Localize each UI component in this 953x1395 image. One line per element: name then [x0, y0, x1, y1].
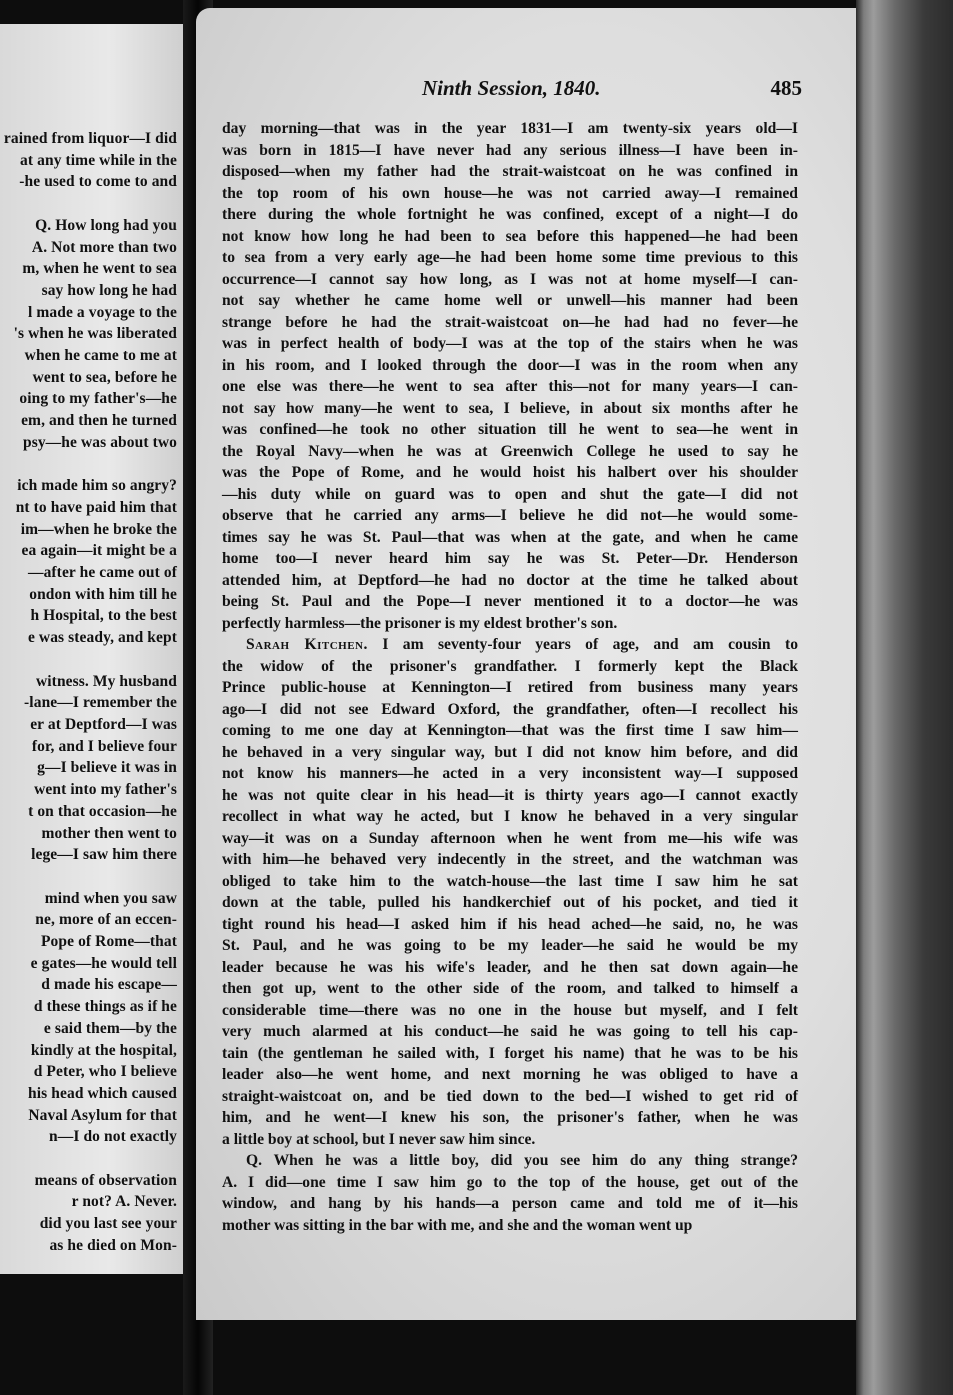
- text-line: occurrence—I cannot say how long, as I was not at home myself—I can-: [222, 270, 798, 288]
- left-column-line: ondon with him till he: [29, 585, 177, 603]
- text-line: one else was there—he went to sea after this—not for many years—I can-: [222, 378, 798, 395]
- text-line: tight round his head—I asked him if his head ached—he said, no, he was: [222, 915, 798, 933]
- left-column-line: at any time while in the: [20, 151, 177, 169]
- left-column-line: when he came to me at: [24, 347, 177, 365]
- text-line: the top room of his own house—he was not carried away—I remained: [222, 184, 798, 202]
- left-column-line: Naval Asylum for that: [28, 1106, 177, 1124]
- left-column-line: 's when he was liberated: [13, 325, 177, 343]
- left-column-line: did you last see your: [39, 1215, 177, 1233]
- paragraph: [222, 118, 798, 634]
- text-line: day morning—that was in the year 1831—I am twenty-six years old—I: [222, 120, 798, 137]
- left-column-line: -he used to come to and: [19, 173, 177, 191]
- left-column-line: his head which caused: [28, 1084, 177, 1102]
- left-column-line: for, and I believe four: [31, 737, 177, 755]
- text-line: home too—I never heard him say he was St. Peter—Dr. Henderson: [222, 550, 798, 567]
- left-column-line: er at Deptford—I was: [30, 715, 177, 733]
- left-column-line: rained from liquor—I did: [3, 130, 177, 147]
- text-line: tain (the gentleman he sailed with, I forget his name) that he was to be his: [222, 1044, 798, 1062]
- left-column-line: r not? A. Never.: [71, 1193, 177, 1211]
- left-column-line: d these things as if he: [33, 998, 177, 1016]
- left-column-line: say how long he had: [41, 281, 177, 299]
- text-line: Q. When he was a little boy, did you see him do any thing strange?: [246, 1152, 798, 1169]
- speaker-name: Sarah Kitchen.: [246, 636, 368, 653]
- text-line: coming to me one day at Kennington—that was the first time I saw him—: [222, 722, 798, 739]
- text-line: was in perfect health of body—I was at the top of the stairs when he was: [222, 335, 798, 352]
- paragraph: [222, 1150, 798, 1236]
- text-line: there during the whole fortnight he was confined, except of a night—I do: [222, 206, 798, 223]
- text-line: window, and hang by his hands—a person came and told me of it—his: [222, 1195, 798, 1212]
- left-column-text: [0, 128, 177, 1257]
- left-column-line: kindly at the hospital,: [30, 1041, 177, 1059]
- left-column-line: means of observation: [34, 1171, 177, 1189]
- left-column-line: l made a voyage to the: [28, 303, 177, 321]
- text-line: St. Paul, and he was going to be my leader—he said he would be my: [222, 937, 798, 954]
- left-column-line: nt to have paid him that: [15, 498, 177, 516]
- text-line: Prince public-house at Kennington—I retired from business many years: [222, 679, 798, 696]
- text-line: leader because he was his wife's leader, and he then sat down again—he: [222, 958, 798, 976]
- left-column-line: t on that occasion—he: [28, 802, 177, 820]
- left-column-line: e was steady, and kept: [27, 629, 177, 647]
- left-column-line: A. Not more than two: [31, 238, 177, 256]
- page-header: [222, 76, 802, 104]
- left-column-line: lege—I saw him there: [31, 846, 177, 864]
- left-column-line: mother then went to: [41, 824, 177, 842]
- text-line: considerable time—there was no one in the house but myself, and I felt: [222, 1001, 798, 1019]
- text-line: then got up, went to the other side of the room, and talked to himself a: [222, 980, 798, 997]
- running-title: Ninth Session, 1840.: [422, 76, 601, 100]
- left-column-line: [0, 193, 177, 215]
- left-column-line: [0, 1148, 177, 1170]
- left-column-line: ne, more of an eccen-: [35, 911, 177, 929]
- text-line: —his duty while on guard was to open and shut the gate—I did not: [222, 485, 798, 503]
- paragraph: [222, 634, 798, 1150]
- left-column-line: e gates—he would tell: [30, 954, 177, 972]
- text-line: he was not quite clear in his head—it is thirty years ago—I cannot exactly: [222, 786, 798, 804]
- text-line: leader also—he went home, and next morning he was obliged to have a: [222, 1066, 798, 1083]
- text-line: was the Pope of Rome, and he would hoist his halbert over his shoulder: [222, 464, 798, 481]
- left-column-line: [0, 649, 177, 671]
- page-body: [222, 118, 798, 1236]
- text-line: ago—I did not see Edward Oxford, the grandfather, often—I recollect his: [222, 700, 798, 718]
- text-line: not say how many—he went to sea, I believe, in about six months after he: [222, 399, 798, 417]
- left-column-line: e said them—by the: [43, 1019, 177, 1037]
- text-line: observe that he carried any arms—I believe he did not—he would some-: [222, 507, 798, 524]
- left-column-line: g—I believe it was in: [37, 759, 177, 777]
- left-column-line: [0, 454, 177, 476]
- text-line: he behaved in a very singular way, but I did not know him before, and did: [222, 743, 798, 761]
- left-column-line: ea again—it might be a: [21, 542, 177, 560]
- text-line: straight-waistcoat on, and be tied down to the bed—I wished to get rid of: [222, 1087, 798, 1105]
- text-line: not know how long he had been to sea before this happened—he had been: [222, 227, 798, 245]
- left-column-line: oing to my father's—he: [19, 390, 177, 408]
- left-column-line: -lane—I remember the: [24, 694, 177, 712]
- text-line: mother was sitting in the bar with me, and she and the woman went up: [222, 1216, 693, 1234]
- text-line: Sarah Kitchen. I am seventy-four years of age, and am cousin to: [246, 636, 798, 653]
- text-line: was confined—he took no other situation till he went to sea—he went in: [222, 421, 798, 438]
- left-column-line: im—when he broke the: [20, 520, 177, 538]
- text-line: him, and he went—I knew his son, the prisoner's father, when he was: [222, 1109, 798, 1126]
- left-column-line: n—I do not exactly: [49, 1128, 177, 1146]
- left-column-line: ich made him so angry?: [17, 477, 177, 495]
- page-edge-shadow: [856, 0, 953, 1395]
- left-column-line: —after he came out of: [27, 564, 177, 582]
- text-line: attended him, at Deptford—he had no doctor at the time he talked about: [222, 571, 798, 589]
- left-column-line: [0, 866, 177, 888]
- left-column-line: witness. My husband: [35, 672, 177, 690]
- text-line: with him—he behaved very indecently in the street, and the watchman was: [222, 851, 798, 868]
- left-column-line: em, and then he turned: [21, 412, 177, 430]
- text-line: obliged to take him to the watch-house—the last time I saw him he sat: [222, 872, 798, 890]
- text-line: in his room, and I looked through the door—I was in the room when any: [222, 356, 798, 374]
- text-line: not know his manners—he acted in a very inconsistent way—I supposed: [222, 765, 798, 782]
- text-line: strange before he had the strait-waistcoat on—he had had no fever—he: [222, 313, 798, 331]
- left-column-line: psy—he was about two: [22, 433, 177, 451]
- left-column-line: as he died on Mon-: [49, 1236, 177, 1254]
- text-line: to sea from a very early age—he had been home some time previous to this: [222, 249, 798, 266]
- left-column-line: d made his escape—: [41, 976, 177, 994]
- left-column-line: went into my father's: [34, 781, 177, 799]
- text-line: perfectly harmless—the prisoner is my eldest brother's son.: [222, 614, 618, 632]
- text-line: the widow of the prisoner's grandfather. I formerly kept the Black: [222, 657, 798, 675]
- left-column-line: d Peter, who I believe: [33, 1063, 177, 1081]
- text-line: recollect in what way he acted, but I know he behaved in a very singular: [222, 808, 798, 825]
- left-column-line: mind when you saw: [44, 889, 177, 907]
- left-column-line: went to sea, before he: [32, 368, 177, 386]
- left-column-line: m, when he went to sea: [22, 260, 177, 278]
- text-line: very much alarmed at his conduct—he said he was going to tell his cap-: [222, 1023, 798, 1040]
- text-line: the Royal Navy—when he was at Greenwich College he used to say he: [222, 442, 798, 460]
- left-column-line: Pope of Rome—that: [40, 933, 177, 951]
- text-line: down at the table, pulled his handkerchief out of his pocket, and tied it: [222, 894, 798, 911]
- text-line: not say whether he came home well or unwell—his manner had been: [222, 292, 798, 309]
- text-line: was born in 1815—I have never had any serious illness—I have been in-: [222, 141, 798, 159]
- text-line: A. I did—one time I saw him go to the top of the house, get out of the: [222, 1173, 798, 1191]
- text-line: way—it was on a Sunday afternoon when he went from me—his wife was: [222, 829, 798, 847]
- text-line: a little boy at school, but I never saw him since.: [222, 1130, 536, 1148]
- text-line: being St. Paul and the Pope—I never mentioned it to a doctor—he was: [222, 593, 798, 610]
- left-page-fragment: [0, 24, 183, 1274]
- text-line: times say he was St. Paul—that was when at the gate, and when he came: [222, 528, 798, 546]
- text-line: disposed—when my father had the strait-waistcoat on he was confined in: [222, 163, 798, 180]
- left-column-line: h Hospital, to the best: [30, 607, 177, 625]
- page-number: 485: [770, 76, 802, 100]
- left-column-line: Q. How long had you: [35, 216, 177, 234]
